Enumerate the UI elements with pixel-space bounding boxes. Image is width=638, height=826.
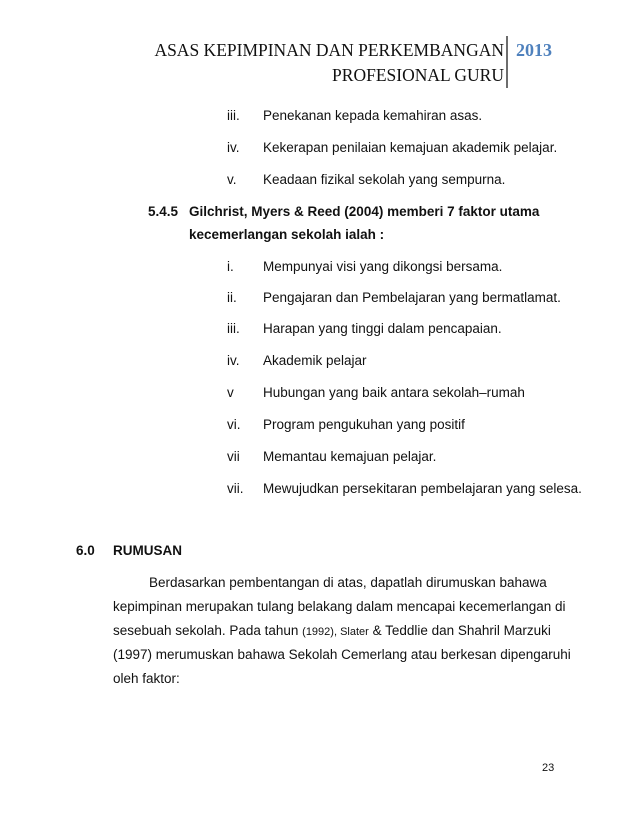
paragraph-line: (1997) merumuskan bahawa Sekolah Cemerlang atau berkesan dipengaruhi (113, 647, 571, 662)
header-year: 2013 (516, 40, 552, 60)
page-number: 23 (542, 762, 555, 774)
paragraph-line: Berdasarkan pembentangan di atas, dapatlah dirumuskan bahawa (149, 575, 547, 590)
list-item-number: vii (227, 449, 240, 464)
list-item-text: Hubungan yang baik antara sekolah–rumah (263, 385, 525, 400)
paragraph-line: kepimpinan merupakan tulang belakang dalam mencapai kecemerlangan di (113, 599, 566, 614)
list-item-text: Mewujudkan persekitaran pembelajaran yang selesa. (263, 481, 582, 496)
list-item-text: Program pengukuhan yang positif (263, 417, 465, 432)
running-header-title (118, 38, 504, 88)
list-item-text: Mempunyai visi yang dikongsi bersama. (263, 259, 503, 274)
list-item-number: ii. (227, 290, 237, 305)
list-item-number: v. (227, 172, 237, 187)
list-item-number: vii. (227, 481, 244, 496)
section-heading-line2: kecemerlangan sekolah ialah : (189, 227, 385, 242)
list-item-text: Akademik pelajar (263, 353, 367, 368)
list-item-text: Pengajaran dan Pembelajaran yang bermatlamat. (263, 290, 561, 305)
paragraph-text: & Teddlie dan Shahril Marzuki (368, 623, 551, 638)
list-item-number: iii. (227, 108, 240, 123)
list-item-text: Kekerapan penilaian kemajuan akademik pelajar. (263, 140, 558, 155)
section-heading-line1: Gilchrist, Myers & Reed (2004) memberi 7 faktor utama (189, 204, 540, 219)
citation-text: (1992), Slater (302, 626, 369, 638)
list-item-number: iii. (227, 321, 240, 336)
header-title-line1: ASAS KEPIMPINAN DAN PERKEMBANGAN (154, 40, 504, 60)
list-item-text: Memantau kemajuan pelajar. (263, 449, 437, 464)
list-item-number: iv. (227, 140, 240, 155)
list-item-number: i. (227, 259, 234, 274)
header-title-line2: PROFESIONAL GURU (332, 65, 504, 85)
section-title: RUMUSAN (113, 543, 182, 558)
paragraph-line (113, 622, 551, 641)
list-item-number: vi. (227, 417, 241, 432)
paragraph-text: sesebuah sekolah. Pada tahun (113, 623, 303, 638)
list-item-number: v (227, 385, 234, 400)
section-number: 6.0 (76, 543, 95, 558)
paragraph-line: oleh faktor: (113, 671, 180, 686)
list-item-text: Harapan yang tinggi dalam pencapaian. (263, 321, 502, 336)
header-divider (506, 36, 508, 88)
list-item-text: Keadaan fizikal sekolah yang sempurna. (263, 172, 506, 187)
list-item-number: iv. (227, 353, 240, 368)
list-item-text: Penekanan kepada kemahiran asas. (263, 108, 483, 123)
section-number: 5.4.5 (148, 204, 179, 219)
